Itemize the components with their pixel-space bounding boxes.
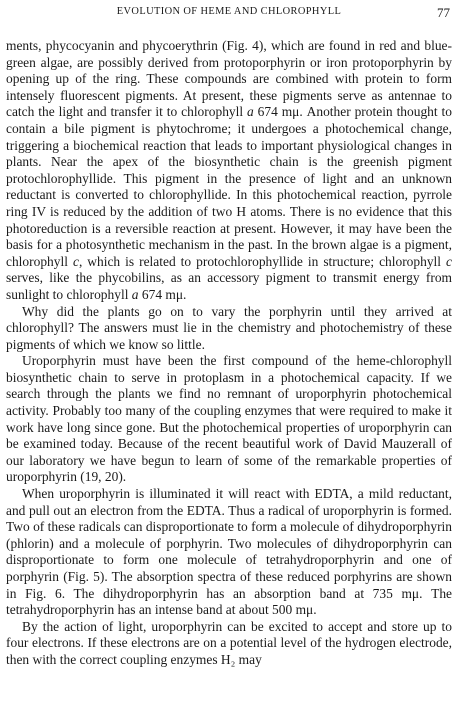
text-run: By the action of light, uroporphyrin can be excited to accept and store up to four electrons. If these electrons are on a potential level of the hydrogen electrode, then with the correct coupling enzymes H₂ may <box>6 618 452 667</box>
text-run: ments, phycocyanin and phycoerythrin (Fig. 4), which are found in red and blue-green algae, are possibly derived from protoporphyrin or iron protoporphyrin by opening up of the ring. These compounds are combined with protein to form intensely fluorescent pigments. At present, these pigments serve as antennae to catch the light and transfer it to chlorophyll <box>6 38 452 120</box>
italic-text: a <box>247 104 254 120</box>
paragraph <box>6 486 452 619</box>
text-run: 674 mμ. Another protein thought to contain a bile pigment is phytochrome; it undergoes a photochemical change, triggering a biochemical reaction that leads to important physiological changes in plants. Near the apex of the biosynthetic chain is the greenish pigment protochlorophyllide. This pigment in the presence of light and an unknown reductant is converted to chlorophyllide. In this photochemical reaction, pyrrole ring IV is reduced by the addition of two H atoms. There is no evidence that this photoreduction is a reversible reaction at present. However, it may have been the basis for a photosynthetic mechanism in the past. In the brown algae is a pigment, chlorophyll <box>6 104 452 269</box>
page-header <box>6 6 452 24</box>
paragraph <box>6 38 452 304</box>
text-run: Uroporphyrin must have been the first compound of the heme-chlorophyll biosynthetic chain to serve in protoplasm in a photochemical capacity. If we search through the plants we find no remnant of uroporphyrin photochemical activity. Probably too many of the coupling enzymes that were required to make it work have long since gone. But the photochemical properties of uroporphyrin can be examined today. Because of the recent beautiful work of David Mauzerall of our laboratory we have begun to learn of some of the remarkable properties of uroporphyrin (19, 20). <box>6 353 452 485</box>
running-head: EVOLUTION OF HEME AND CHLOROPHYLL <box>116 6 342 17</box>
text-run: serves, like the phycobilins, as an accessory pigment to transmit energy from sunlight to chlorophyll <box>6 270 452 302</box>
italic-text: c <box>446 253 452 269</box>
paragraph <box>6 619 452 669</box>
page-number: 77 <box>437 5 450 20</box>
text-run: , which is related to protochlorophyllide in structure; chlorophyll <box>78 253 447 269</box>
italic-text: a <box>131 286 139 302</box>
text-run: Why did the plants go on to vary the porphyrin until they arrived at chlorophyll? The answers must lie in the chemistry and photochemistry of these pigments of which we know so little. <box>6 303 452 352</box>
paragraph <box>6 304 452 354</box>
text-run: When uroporphyrin is illuminated it will react with EDTA, a mild reductant, and pull out an electron from the EDTA. Thus a radical of uroporphyrin is formed. Two of these radicals can disproportionate to form a molecule of dihydroporphyrin (phlorin) and a molecule of porphyrin. Two molecules of dihydroporphyrin can disproportionate to form one molecule of tetrahydroporphyrin and one of porphyrin (Fig. 5). The absorption spectra of these reduced porphyrins are shown in Fig. 6. The dihydroporphyrin has an absorption band at 735 mμ. The tetrahydroporphyrin has an intense band at about 500 mμ. <box>6 486 452 618</box>
italic-text: c <box>72 253 79 269</box>
body-text <box>6 38 452 669</box>
paragraph <box>6 353 452 486</box>
text-run: 674 mμ. <box>138 286 187 302</box>
